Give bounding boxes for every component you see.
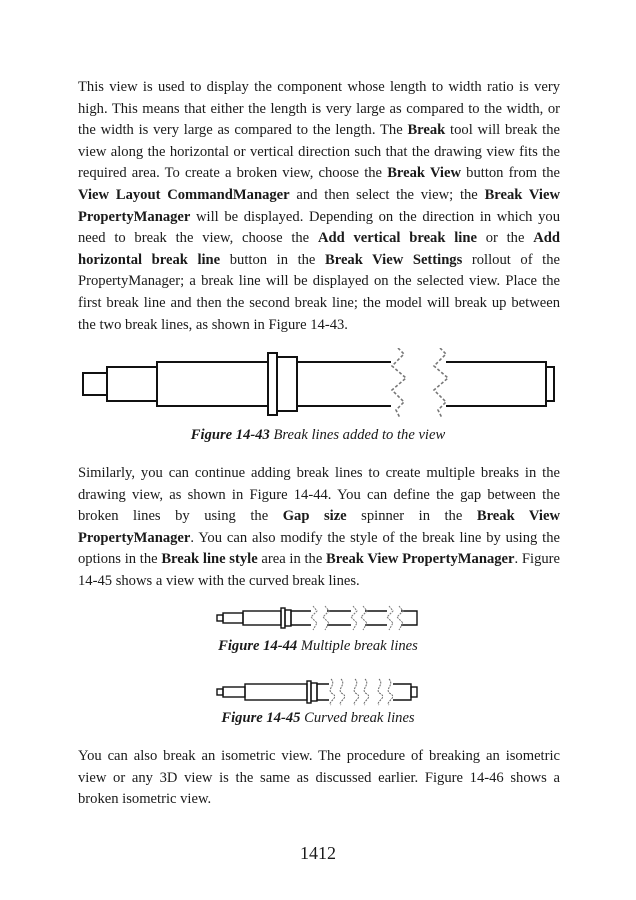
text-run: will be displayed. Depending on the direction in which you need to break the view, choose the [78, 208, 560, 247]
text-run: . You can also modify the style of the break line by using the options in the [78, 529, 560, 568]
bold-term: Break View PropertyManager [326, 551, 515, 568]
caption-figure-14-43 [0, 427, 636, 444]
figure-14-43-break-lines [78, 348, 560, 418]
bold-term: Gap size [282, 508, 347, 525]
caption-figure-14-44 [0, 638, 636, 655]
text-run: rollout of the PropertyManager; a break line will be displayed on the selected view. Place the first break line and then the second break line; the model will break up between the two break lines, as shown in Figure 14-43. [78, 251, 560, 333]
caption-text: Break lines added to the view [269, 427, 446, 443]
page-number: 1412 [300, 843, 336, 863]
text-run: button in the [220, 251, 325, 268]
shaft-body-left [157, 362, 268, 406]
bold-term: Break View PropertyManager [78, 186, 560, 225]
shaft-body-right [446, 362, 546, 406]
paragraph-isometric [78, 746, 560, 811]
text-run: and then select the view; the [289, 186, 485, 203]
shaft-end-right [546, 367, 554, 401]
figure-14-45-curved-breaks [215, 678, 421, 706]
shaft-step-1 [107, 367, 157, 401]
text-run: Similarly, you can continue adding break lines to create multiple breaks in the drawing view, as shown in Figure 14-44. You can define the gap between the broken lines by using the [78, 465, 560, 525]
text-run: . Figure 14-45 shows a view with the curved break lines. [78, 551, 561, 589]
bold-term: Break View PropertyManager [78, 508, 560, 546]
caption-text: Curved break lines [300, 710, 415, 726]
bold-term: Break [407, 122, 446, 139]
caption-figure-14-45 [0, 710, 636, 727]
text-run: button from the [461, 165, 560, 182]
text-run: tool will break the view along the horizontal or vertical direction such that the drawing view fits the required area. To create a broken view, choose the [78, 122, 560, 182]
caption-text: Multiple break lines [297, 638, 418, 654]
shaft-collar [268, 353, 277, 415]
break-line-left [392, 348, 406, 418]
paragraph-multiple-breaks [78, 463, 560, 593]
bold-term: Break View [387, 165, 462, 182]
bold-term: Add vertical break line [317, 230, 477, 247]
paragraph-intro [78, 77, 560, 336]
shaft-collar-ring [277, 357, 297, 411]
caption-label: Figure 14-44 [218, 638, 298, 654]
shaft-body-mid [297, 362, 391, 406]
text-run: spinner in the [346, 508, 477, 525]
caption-label: Figure 14-43 [190, 427, 270, 443]
caption-label: Figure 14-45 [221, 710, 301, 726]
text-run: area in the [257, 551, 327, 568]
figure-14-44-multiple-breaks [215, 605, 421, 631]
break-line-right [434, 348, 448, 418]
text-run: or the [476, 230, 534, 247]
text-run: You can also break an isometric view. The procedure of breaking an isometric view or any 3D view is the same as discussed earlier. Figure 14-46 shows a broken isometric view. [78, 748, 560, 808]
bold-term: View Layout CommandManager [78, 186, 290, 203]
bold-term: Break line style [161, 551, 258, 568]
shaft-end-left [83, 373, 107, 395]
text-run: This view is used to display the component whose length to width ratio is very high. This means that either the length is very large as compared to the width, or the width is very large as compared to the length. The [78, 79, 560, 139]
bold-term: Break View Settings [325, 251, 463, 268]
bold-term: Add horizontal break line [78, 230, 561, 268]
